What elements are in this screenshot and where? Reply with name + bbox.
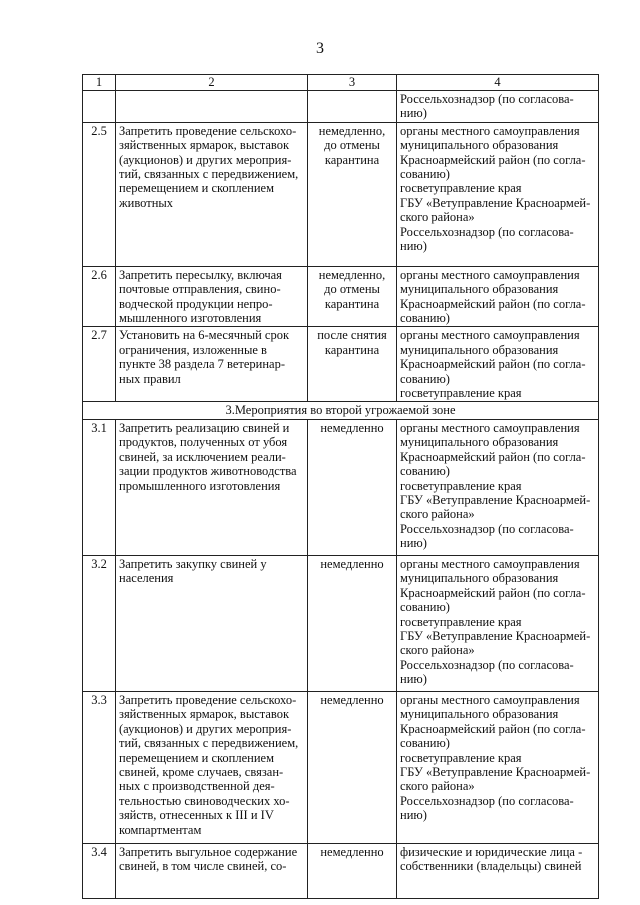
measure-cell: [116, 266, 308, 327]
measure-line: животных: [119, 195, 174, 210]
measure-cell: [116, 691, 308, 843]
responsible-line: госветуправление края: [400, 386, 522, 401]
measure-line: Запретить закупку свиней у: [119, 556, 267, 571]
responsible-line: госветуправление края: [400, 478, 522, 493]
responsible-line: собственники (владельцы) свиней: [400, 859, 582, 874]
measure-line: населения: [119, 571, 174, 586]
measure-line: тельностью свиноводческих хо-: [119, 793, 290, 808]
term-line: немедленно: [320, 692, 384, 707]
term-line: карантина: [324, 342, 380, 357]
responsible-line: нию): [400, 808, 427, 823]
table-row: [83, 122, 599, 266]
measure-line: зяйственных ярмарок, выставок: [119, 707, 290, 722]
measure-line: Запретить выгульное содержание: [119, 844, 298, 859]
term-cell: [308, 266, 397, 327]
measure-line: ных с производственной дея-: [119, 779, 275, 794]
responsible-line: сованию): [400, 600, 450, 615]
responsible-line: ского района»: [400, 643, 475, 658]
responsible-line: органы местного самоуправления: [400, 556, 580, 571]
responsible-line: госветуправление края: [400, 614, 522, 629]
responsible-line: органы местного самоуправления: [400, 328, 580, 343]
measure-line: мышленного изготовления: [119, 311, 262, 326]
measure-line: пункте 38 раздела 7 ветеринар-: [119, 357, 285, 372]
measure-cell: [116, 843, 308, 898]
responsible-cell: [397, 122, 599, 266]
responsible-cell: [397, 266, 599, 327]
responsible-line: муниципального образования: [400, 138, 559, 153]
measure-line: Установить на 6-месячный срок: [119, 328, 290, 343]
measure-line: продуктов, полученных от убоя: [119, 435, 288, 450]
responsible-cell: [397, 843, 599, 898]
responsible-line: ГБУ «Ветуправление Красноармей-: [400, 764, 591, 779]
term-line: карантина: [324, 152, 380, 167]
table-row: [83, 266, 599, 327]
term-line: немедленно: [320, 844, 384, 859]
responsible-line: Россельхознадзор (по согласова-: [400, 657, 574, 672]
measure-line: ограничения, изложенные в: [119, 342, 267, 357]
responsible-cell: [397, 91, 599, 123]
item-number: 3.3: [83, 691, 116, 843]
page-number: 3: [316, 40, 324, 57]
term-line: немедленно: [320, 556, 384, 571]
measure-cell: [116, 91, 308, 123]
responsible-line: Красноармейский район (по согла-: [400, 585, 586, 600]
measure-line: свиней, кроме случаев, связан-: [119, 764, 284, 779]
responsible-line: ГБУ «Ветуправление Красноармей-: [400, 492, 591, 507]
table-row: [83, 555, 599, 691]
responsible-cell: [397, 691, 599, 843]
term-cell: [308, 419, 397, 555]
item-number: 3.2: [83, 555, 116, 691]
responsible-cell: [397, 419, 599, 555]
measure-line: перемещением и скоплением: [119, 750, 274, 765]
responsible-line: ского района»: [400, 779, 475, 794]
responsible-line: муниципального образования: [400, 707, 559, 722]
responsible-line: органы местного самоуправления: [400, 420, 580, 435]
responsible-line: органы местного самоуправления: [400, 692, 580, 707]
measure-line: компартментам: [119, 822, 202, 837]
responsible-line: муниципального образования: [400, 282, 559, 297]
section-heading-row: [83, 402, 599, 419]
measure-line: зяйств, отнесенных к III и IV: [119, 808, 274, 823]
measure-line: Запретить реализацию свиней и: [119, 420, 290, 435]
item-number: 2.6: [83, 266, 116, 327]
term-cell: [308, 91, 397, 123]
item-number: 2.7: [83, 327, 116, 402]
measure-line: Запретить проведение сельскохо-: [119, 692, 297, 707]
item-number: 2.5: [83, 122, 116, 266]
measure-line: Запретить проведение сельскохо-: [119, 123, 297, 138]
measure-cell: [116, 122, 308, 266]
responsible-line: Красноармейский район (по согла-: [400, 721, 586, 736]
term-cell: [308, 691, 397, 843]
responsible-line: ГБУ «Ветуправление Красноармей-: [400, 195, 591, 210]
responsible-line: сованию): [400, 311, 450, 326]
responsible-line: ГБУ «Ветуправление Красноармей-: [400, 628, 591, 643]
measure-line: (аукционов) и других мероприя-: [119, 721, 292, 736]
measure-cell: [116, 419, 308, 555]
measure-line: почтовые отправления, свино-: [119, 282, 281, 297]
term-cell: [308, 122, 397, 266]
measure-line: перемещением и скоплением: [119, 181, 274, 196]
table-row: [83, 91, 599, 123]
responsible-line: нию): [400, 672, 427, 687]
table-row: [83, 691, 599, 843]
measure-line: (аукционов) и других мероприя-: [119, 152, 292, 167]
term-line: немедленно,: [318, 267, 386, 282]
responsible-line: госветуправление края: [400, 181, 522, 196]
measure-line: тий, связанных с передвижением,: [119, 736, 299, 751]
measure-line: зации продуктов животноводства: [119, 464, 297, 479]
header-cell: 2: [116, 75, 308, 91]
responsible-line: муниципального образования: [400, 435, 559, 450]
term-line: немедленно,: [318, 123, 386, 138]
measure-line: ных правил: [119, 371, 181, 386]
header-cell: 1: [83, 75, 116, 91]
responsible-line: Красноармейский район (по согла-: [400, 449, 586, 464]
responsible-line: сованию): [400, 464, 450, 479]
term-line: до отмены: [324, 138, 380, 153]
responsible-cell: [397, 555, 599, 691]
term-cell: [308, 327, 397, 402]
responsible-line: сованию): [400, 371, 450, 386]
measure-line: тий, связанных с передвижением,: [119, 167, 299, 182]
responsible-line: нию): [400, 106, 427, 121]
section-heading: 3.Мероприятия во второй угрожаемой зоне: [83, 402, 599, 419]
responsible-line: Россельхознадзор (по согласова-: [400, 793, 574, 808]
responsible-line: Россельхознадзор (по согласова-: [400, 521, 574, 536]
responsible-line: органы местного самоуправления: [400, 267, 580, 282]
responsible-line: сованию): [400, 736, 450, 751]
measure-line: свиней, за исключением реали-: [119, 449, 286, 464]
measure-line: свиней, в том числе свиней, со-: [119, 859, 287, 874]
measure-line: зяйственных ярмарок, выставок: [119, 138, 290, 153]
measures-table: [82, 74, 599, 899]
responsible-line: физические и юридические лица -: [400, 844, 583, 859]
measure-line: водческой продукции непро-: [119, 296, 273, 311]
responsible-line: Россельхознадзор (по согласова-: [400, 92, 574, 106]
table-row: [83, 419, 599, 555]
term-line: немедленно: [320, 420, 384, 435]
header-cell: 4: [397, 75, 599, 91]
term-cell: [308, 843, 397, 898]
responsible-line: Красноармейский район (по согла-: [400, 152, 586, 167]
measures-table-body: [83, 75, 599, 899]
responsible-line: органы местного самоуправления: [400, 123, 580, 138]
responsible-line: сованию): [400, 167, 450, 182]
item-number: 3.1: [83, 419, 116, 555]
responsible-line: госветуправление края: [400, 750, 522, 765]
item-number: 3.4: [83, 843, 116, 898]
term-line: до отмены: [324, 282, 380, 297]
responsible-line: муниципального образования: [400, 571, 559, 586]
responsible-line: Красноармейский район (по согла-: [400, 296, 586, 311]
header-cell: 3: [308, 75, 397, 91]
responsible-line: Россельхознадзор (по согласова-: [400, 224, 574, 239]
table-row: [83, 327, 599, 402]
measure-cell: [116, 327, 308, 402]
measure-line: Запретить пересылку, включая: [119, 267, 282, 282]
term-line: карантина: [324, 296, 380, 311]
measure-cell: [116, 555, 308, 691]
table-row: [83, 843, 599, 898]
term-line: после снятия: [317, 328, 387, 343]
responsible-line: муниципального образования: [400, 342, 559, 357]
responsible-line: ского района»: [400, 507, 475, 522]
table-header-row: [83, 75, 599, 91]
responsible-line: нию): [400, 536, 427, 551]
item-number: [83, 91, 116, 123]
responsible-line: ского района»: [400, 210, 475, 225]
term-cell: [308, 555, 397, 691]
measure-line: промышленного изготовления: [119, 478, 281, 493]
responsible-line: Красноармейский район (по согла-: [400, 357, 586, 372]
responsible-line: нию): [400, 239, 427, 254]
responsible-cell: [397, 327, 599, 402]
